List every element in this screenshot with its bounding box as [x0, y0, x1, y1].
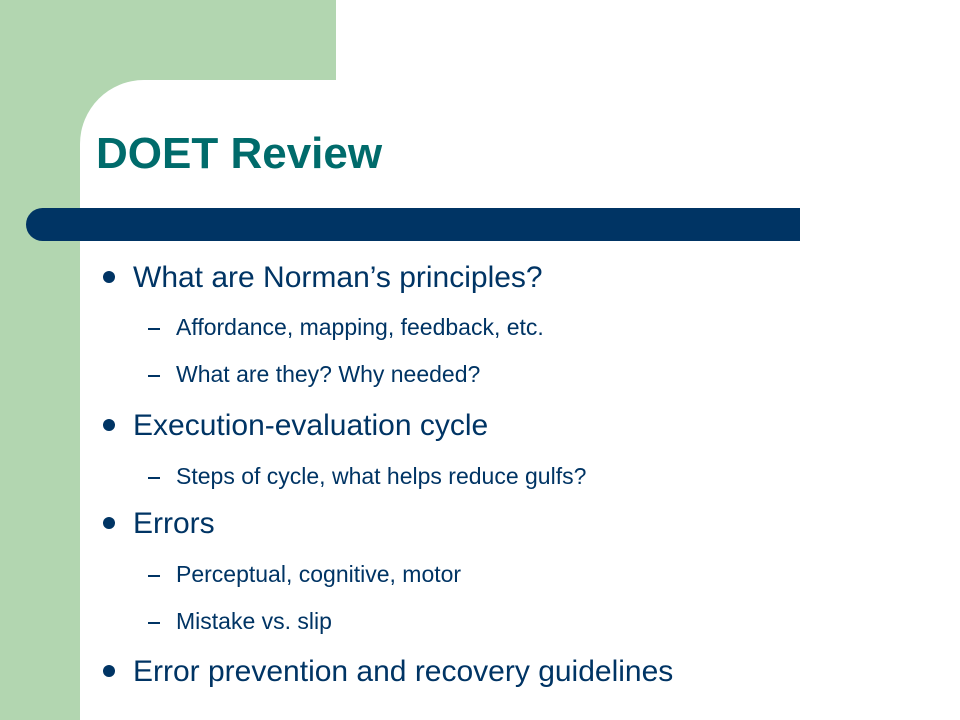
sub-bullet-item: What are they? Why needed? [176, 361, 481, 387]
bullet-item: Errors [133, 507, 215, 540]
sub-bullet-item: Perceptual, cognitive, motor [176, 561, 462, 587]
bullet-dot-icon [103, 419, 115, 431]
bullet-item: Error prevention and recovery guidelines [133, 655, 674, 688]
bullet-item: Execution-evaluation cycle [133, 409, 489, 442]
bullet-dot-icon [103, 271, 115, 283]
bullet-dot-icon [103, 517, 115, 529]
sub-bullet-item: Mistake vs. slip [176, 608, 332, 634]
dash-icon [148, 328, 160, 330]
slide-title: DOET Review [96, 129, 383, 178]
bullet-item: What are Norman’s principles? [133, 261, 543, 294]
dash-icon [148, 375, 160, 377]
dash-icon [148, 622, 160, 624]
sub-bullet-item: Affordance, mapping, feedback, etc. [176, 314, 544, 340]
bullet-dot-icon [103, 665, 115, 677]
sub-bullet-item: Steps of cycle, what helps reduce gulfs? [176, 463, 587, 489]
dash-icon [148, 477, 160, 479]
dash-icon [148, 575, 160, 577]
